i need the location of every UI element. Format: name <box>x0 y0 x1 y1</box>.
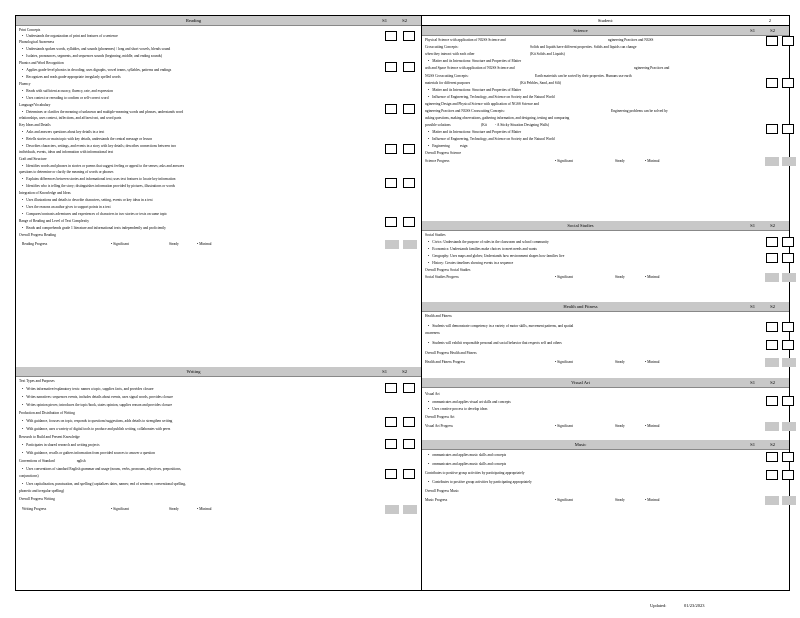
s2-checkbox[interactable] <box>403 439 415 449</box>
standard-item: • Uses context or rereading to confirm or self-correct word <box>22 96 109 100</box>
reading-title: Reading <box>185 18 202 23</box>
science-header <box>422 26 789 36</box>
minimal-label: • Minimal <box>645 424 660 428</box>
s1-progress-cell[interactable] <box>765 157 779 166</box>
music-title: Music <box>574 442 587 447</box>
overall-progress-label: Overall Progress Health and Fitness <box>425 351 477 355</box>
standard-item: • Compares/contrasts adventures and experiences of characters in two stories or texts on same topic <box>22 212 167 216</box>
section-heading: Social Studies <box>425 233 446 237</box>
social-section <box>422 231 789 301</box>
student-header <box>422 16 789 26</box>
significant-label: • Significant <box>111 242 129 246</box>
report-card <box>15 15 790 591</box>
student-number: 2 <box>768 18 771 23</box>
section-heading: Key Ideas and Details <box>19 123 51 127</box>
significant-label: • Significant <box>111 507 129 511</box>
section-heading: Craft and Structure <box>19 157 47 161</box>
standard-item: • Uses the reasons an author gives to support points in a text <box>22 205 111 209</box>
steady-label: Steady <box>169 242 179 246</box>
minimal-label: • Minimal <box>645 360 660 364</box>
standard-item: • Recognizes and reads grade-appropriate irregularly spelled words <box>22 75 121 79</box>
visual-art-title: Visual Art <box>571 380 590 385</box>
standard-item: • Influence of Engineering, Technology, and Science on Society and the Natural World <box>428 137 555 141</box>
standard-item: • Matter and its Interactions: Structure and Properties of Matter <box>428 59 521 63</box>
science-topic: when they interact with each other (Kit Solids and Liquids) <box>425 52 565 56</box>
standard-item: • Matter and its Interactions: Structure and Properties of Matter <box>428 88 521 92</box>
overall-progress-label: Overall Progress Art <box>425 415 455 419</box>
significant-label: • Significant <box>555 424 573 428</box>
s1-checkbox[interactable] <box>766 452 778 462</box>
s2-label: S2 <box>770 442 775 447</box>
health-title: Health and Fitness <box>563 304 598 309</box>
progress-label: Writing Progress <box>22 507 47 511</box>
social-title: Social Studies <box>567 223 594 228</box>
s2-progress-cell[interactable] <box>782 273 796 282</box>
standard-item: • Describes characters, settings, and events in a story with key details; describes connections between two <box>22 144 176 148</box>
s2-progress-cell[interactable] <box>403 240 417 249</box>
steady-label: Steady <box>615 159 625 163</box>
s1-label: S1 <box>382 18 387 23</box>
standard-item: • Uses creative process to develop ideas <box>428 407 487 411</box>
s2-progress-cell[interactable] <box>782 496 796 505</box>
significant-label: • Significant <box>555 360 573 364</box>
standard-item: • Asks and answers questions about key details in a text <box>22 130 104 134</box>
steady-label: Steady <box>615 498 625 502</box>
standard-item-cont: conjunctions) <box>19 474 39 478</box>
standard-item: • Participates in shared research and writing projects <box>22 443 100 447</box>
standard-item: • With guidance, recalls or gathers information from provided sources to answer a question <box>22 451 155 455</box>
minimal-label: • Minimal <box>197 242 212 246</box>
standard-item: • Reads and comprehends grade 1 literature and informational texts independently and proficiently <box>22 226 166 230</box>
standard-item: • Students will demonstrate competency in a variety of motor skills, movement patterns, and spatial <box>428 324 573 328</box>
section-heading: Phonics and Word Recognition <box>19 61 64 65</box>
standard-item: • Geography: Uses maps and globes; Understands how environment shapes how families live <box>428 254 564 258</box>
science-title: Science <box>573 28 588 33</box>
standard-item: • History: Creates timelines showing events in a sequence <box>428 261 513 265</box>
s1-checkbox[interactable] <box>385 417 397 427</box>
health-section <box>422 312 789 376</box>
section-heading: Language/Vocabulary <box>19 103 51 107</box>
progress-label: Music Progress <box>425 498 448 502</box>
s2-label: S2 <box>402 18 407 23</box>
standard-item: • Identifies words and phrases in stories or poems that suggest feeling or appeal to the senses; asks and answers <box>22 164 184 168</box>
s2-label: S2 <box>770 223 775 228</box>
s1-checkbox[interactable] <box>766 340 778 350</box>
science-topic: Physical Science with application of NGSS Science and ngineering Practices and NGSS <box>425 38 654 42</box>
overall-progress-label: Overall Progress Music <box>425 489 459 493</box>
section-heading: Research to Build and Present Knowledge <box>19 435 80 439</box>
s1-checkbox[interactable] <box>385 31 397 41</box>
reading-header <box>16 16 421 26</box>
standard-item-cont: individuals, events, ideas and information with informational text <box>19 150 114 154</box>
section-heading: Text Types and Purposes <box>19 379 55 383</box>
s2-checkbox[interactable] <box>782 78 794 88</box>
s1-label: S1 <box>750 304 755 309</box>
significant-label: • Significant <box>555 275 573 279</box>
progress-label: Health and Fitness Progress <box>425 360 466 364</box>
s1-checkbox[interactable] <box>385 383 397 393</box>
standard-item: • Writes informative/explanatory texts: names a topic, supplies facts, and provides closure <box>22 387 153 391</box>
minimal-label: • Minimal <box>645 159 660 163</box>
s1-checkbox[interactable] <box>385 469 397 479</box>
s2-checkbox[interactable] <box>403 144 415 154</box>
s2-checkbox[interactable] <box>403 417 415 427</box>
s1-checkbox[interactable] <box>766 253 778 263</box>
reading-section <box>16 26 421 376</box>
minimal-label: • Minimal <box>197 507 212 511</box>
standard-item: • Retells stories or main topic with key details, understands the central message or lesson <box>22 137 152 141</box>
section-heading: Range of Reading and Level of Text Complexity <box>19 219 90 223</box>
s2-checkbox[interactable] <box>782 452 794 462</box>
section-heading: Fluency <box>19 82 31 86</box>
s1-checkbox[interactable] <box>766 470 778 480</box>
standard-item: • Influence of Engineering, Technology, and Science on Society and the Natural World <box>428 95 555 99</box>
s2-checkbox[interactable] <box>782 340 794 350</box>
significant-label: • Significant <box>555 159 573 163</box>
overall-progress-label: Overall Progress Reading <box>19 233 56 237</box>
science-topic: NGSS Crosscutting Concepts: Earth materials can be sorted by their properties. Humans use earth <box>425 74 632 78</box>
standard-item-cont: questions to determine or clarify the meaning of words or phrases <box>19 170 114 174</box>
s2-label: S2 <box>770 380 775 385</box>
s2-label: S2 <box>402 369 407 374</box>
steady-label: Steady <box>169 507 179 511</box>
s2-label: S2 <box>770 304 775 309</box>
standard-item: • Reads with sufficient accuracy, fluency, rate, and expression <box>22 89 113 93</box>
standard-item: • Matter and its Interactions: Structure and Properties of Matter <box>428 130 521 134</box>
s2-checkbox[interactable] <box>782 253 794 263</box>
progress-label: Reading Progress <box>22 242 48 246</box>
standard-item-cont: phonetic and irregular spelling) <box>19 489 65 493</box>
science-topic: arth and Space Science with application of NGSS Science and ngineering Practices and <box>425 66 670 70</box>
s1-progress-cell[interactable] <box>765 422 779 431</box>
s2-checkbox[interactable] <box>782 237 794 247</box>
standard-item-cont: relationships, uses context, inflections, and affixes/root, and word parts <box>19 116 122 120</box>
section-heading: Visual Art <box>425 392 440 396</box>
s2-checkbox[interactable] <box>403 217 415 227</box>
minimal-label: • Minimal <box>645 498 660 502</box>
progress-label: Social Studies Progress <box>425 275 459 279</box>
steady-label: Steady <box>615 275 625 279</box>
standard-item: • Explains differences between stories and informational text; uses text features to locate key information <box>22 177 175 181</box>
section-heading: Integration of Knowledge and Ideas <box>19 191 71 195</box>
health-header <box>422 302 789 312</box>
standard-item: • ommunicates and applies visual art skills and concepts <box>428 400 511 404</box>
writing-section <box>16 377 421 587</box>
s1-checkbox[interactable] <box>385 178 397 188</box>
progress-label: Visual Art Progress <box>425 424 453 428</box>
s2-checkbox[interactable] <box>403 62 415 72</box>
social-header <box>422 221 789 231</box>
s1-progress-cell[interactable] <box>765 358 779 367</box>
s2-label: S2 <box>770 28 775 33</box>
visual-art-section <box>422 388 789 438</box>
s1-progress-cell[interactable] <box>765 496 779 505</box>
s2-checkbox[interactable] <box>782 396 794 406</box>
s1-progress-cell[interactable] <box>765 273 779 282</box>
left-column <box>16 16 422 590</box>
s2-checkbox[interactable] <box>782 36 794 46</box>
s2-checkbox[interactable] <box>403 178 415 188</box>
s1-checkbox[interactable] <box>766 36 778 46</box>
right-column <box>422 16 789 590</box>
minimal-label: • Minimal <box>645 275 660 279</box>
standard-item: • Uses illustrations and details to describe characters, setting, events or key ideas in a text <box>22 198 153 202</box>
science-topic: materials for different purposes (Kit Pebbles, Sand, and Silt) <box>425 81 561 85</box>
s1-label: S1 <box>382 369 387 374</box>
standard-item: • ommunicates and applies music skills and concepts <box>428 462 506 466</box>
s2-progress-cell[interactable] <box>782 358 796 367</box>
standard-item: • Civics: Understands the purpose of rules in the classroom and school community <box>428 240 549 244</box>
s1-label: S1 <box>750 28 755 33</box>
s1-progress-cell[interactable] <box>385 505 399 514</box>
s2-checkbox[interactable] <box>403 383 415 393</box>
s1-progress-cell[interactable] <box>385 240 399 249</box>
s1-checkbox[interactable] <box>385 439 397 449</box>
music-header <box>422 440 789 450</box>
science-section <box>422 36 789 224</box>
overall-progress-label: Overall Progress Social Studies <box>425 268 471 272</box>
science-topic: ngineering Design and Physical Science with application of NGSS Science and <box>425 102 539 106</box>
standard-item: • Identifies who is telling the story; distinguishes information provided by pictures, illustrations or words <box>22 184 175 188</box>
science-topic: asking questions, making observations, gathering information, and designing, testing and comparing <box>425 116 570 120</box>
updated-label: Updated: <box>650 603 667 608</box>
s1-checkbox[interactable] <box>385 217 397 227</box>
student-label: Student: <box>597 18 614 23</box>
standard-item: • Isolates, pronounces, segments, and sequences sounds (beginning, middle, and ending sounds) <box>22 54 162 58</box>
standard-item: • Economics: Understands families make choices to meet needs and wants <box>428 247 537 251</box>
section-heading: Print Concepts <box>19 28 41 32</box>
s1-label: S1 <box>750 380 755 385</box>
steady-label: Steady <box>615 360 625 364</box>
s1-checkbox[interactable] <box>385 104 397 114</box>
standard-item: • With guidance, focuses on topic, responds to questions/suggestions, adds details to strengthen writing <box>22 419 172 423</box>
section-heading: Conventions of Standard nglish <box>19 459 86 463</box>
s1-checkbox[interactable] <box>385 62 397 72</box>
standard-item: • Determines or clarifies the meaning of unknown and multiple-meaning words and phrases, understands word <box>22 110 183 114</box>
standard-item: • Writes narratives: sequences events, includes details about events, uses signal words, provides closure <box>22 395 173 399</box>
section-heading: Phonological Awareness <box>19 40 55 44</box>
standard-item: • Uses capitalization, punctuation, and spelling (capitalizes dates, names; end of sentence; conventional spelling, <box>22 482 186 486</box>
section-heading: Health and Fitness <box>425 314 452 318</box>
s1-checkbox[interactable] <box>766 237 778 247</box>
s2-progress-cell[interactable] <box>782 157 796 166</box>
s1-label: S1 <box>750 442 755 447</box>
standard-item: • With guidance, uses a variety of digital tools to produce and publish writing, collaborates with peers <box>22 427 170 431</box>
s2-progress-cell[interactable] <box>403 505 417 514</box>
music-section <box>422 450 789 520</box>
standard-item: • Writes opinion pieces; introduces the topic/book, states opinion, supplies reason and provides closure <box>22 403 172 407</box>
updated-date: 01/23/2023 <box>684 603 705 608</box>
writing-header <box>16 367 421 377</box>
overall-progress-label: Overall Progress Science <box>425 151 462 155</box>
standard-item-cont: awareness <box>425 331 440 335</box>
standard-item: Contributes to positive group activities by participating appropriately <box>425 471 525 475</box>
s2-checkbox[interactable] <box>403 104 415 114</box>
s1-checkbox[interactable] <box>385 144 397 154</box>
s2-checkbox[interactable] <box>782 470 794 480</box>
science-topic: Crosscutting Concepts: Solids and liquids have different properties. Solids and liquids can change <box>425 45 637 49</box>
s1-checkbox[interactable] <box>766 396 778 406</box>
standard-item: • Applies grade-level phonics in decoding; uses digraphs, vowel teams, syllables, patterns and endings <box>22 68 171 72</box>
s1-checkbox[interactable] <box>766 124 778 134</box>
standard-item: • Students will exhibit responsible personal and social behavior that respects self and others <box>428 341 562 345</box>
visual-art-header <box>422 378 789 388</box>
s2-checkbox[interactable] <box>403 469 415 479</box>
standard-item: • Understands the organization of print and features of a sentence <box>22 34 118 38</box>
significant-label: • Significant <box>555 498 573 502</box>
standard-item: • Uses conventions of standard English grammar and usage (nouns, verbs, pronouns, adjectives, prepositions, <box>22 467 181 471</box>
standard-item: • Understands spoken words, syllables, and sounds (phonemes) / long and short vowels, blends sound <box>22 47 170 51</box>
steady-label: Steady <box>615 424 625 428</box>
standard-item: • Contributes to positive group activities by participating appropriately <box>428 480 532 484</box>
s1-label: S1 <box>750 223 755 228</box>
science-topic: ngineering Practices and NGSS Crosscutting Concepts: Engineering problems can be solved by <box>425 109 668 113</box>
writing-title: Writing <box>186 369 201 374</box>
s2-checkbox[interactable] <box>403 31 415 41</box>
standard-item: • ommunicates and applies music skills and concepts <box>428 453 506 457</box>
s2-progress-cell[interactable] <box>782 422 796 431</box>
overall-progress-label: Overall Progress Writing <box>19 497 55 501</box>
s2-checkbox[interactable] <box>782 124 794 134</box>
progress-label: Science Progress <box>425 159 450 163</box>
science-topic: possible solutions (Kit - A Sticky Situation Designing Walls) <box>425 123 550 127</box>
s1-checkbox[interactable] <box>766 322 778 332</box>
s2-checkbox[interactable] <box>782 322 794 332</box>
section-heading: Production and Distribution of Writing <box>19 411 75 415</box>
s1-checkbox[interactable] <box>766 78 778 88</box>
standard-item: • Engineering esign <box>428 144 467 148</box>
